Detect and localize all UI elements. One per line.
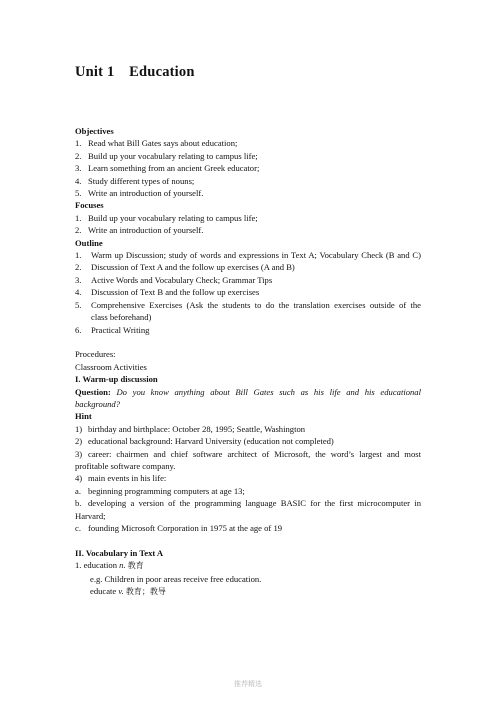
objectives-heading: Objectives (75, 126, 114, 136)
outline-item: 6. Practical Writing (75, 324, 150, 335)
focuses-heading: Focuses (75, 200, 104, 211)
warm-up-heading: I. Warm-up discussion (75, 374, 158, 385)
outline-item: 5. Comprehensive Exercises (Ask the students to do the translation exercises outside of the (75, 299, 421, 310)
hint-subitem: a. beginning programming computers at age 13; (75, 485, 245, 496)
question-label: Question: (75, 386, 111, 397)
vocabulary-heading: II. Vocabulary in Text A (75, 547, 164, 558)
objective-item: 2. Build up your vocabulary relating to campus life; (75, 150, 258, 161)
objective-item: 3. Learn something from an ancient Greek educator; (75, 163, 260, 174)
vocab-example: e.g. Children in poor areas receive free education. (90, 573, 262, 584)
outline-item: 2. Discussion of Text A and the follow up exercises (A and B) (75, 262, 295, 273)
outline-item: 1. Warm up Discussion; study of words and expressions in Text A; Vocabulary Check (B and C) (75, 250, 421, 261)
hint-subitem: c. founding Microsoft Corporation in 1975 at the age of 19 (75, 522, 283, 533)
page-footer-watermark: 推荐精选 (234, 680, 262, 688)
vocab-entry (75, 585, 421, 598)
focus-item: 2. Write an introduction of yourself. (75, 225, 204, 236)
outline-heading: Outline (75, 237, 103, 248)
objective-item: 4. Study different types of nouns; (75, 175, 195, 186)
vocab-word: educate (90, 586, 117, 596)
question-text: Do you know anything about Bill Gates such as his life and his educational (116, 386, 421, 397)
hint-subitem-continued: Harvard; (75, 510, 106, 521)
hint-item: 2) educational background: Harvard University (education not completed) (75, 436, 334, 447)
classroom-activities-heading: Classroom Activities (75, 361, 147, 372)
hint-item-continued: profitable software company. (75, 460, 176, 471)
outline-item: 3. Active Words and Vocabulary Check; Grammar Tips (75, 274, 273, 285)
vocab-entry: 1. education n. 教育 (75, 560, 144, 571)
objective-item: 5. Write an introduction of yourself. (75, 188, 204, 199)
focus-item: 1. Build up your vocabulary relating to campus life; (75, 212, 258, 223)
document-body (75, 125, 421, 598)
procedures-heading: Procedures: (75, 349, 116, 360)
hint-item: 1) birthday and birthplace: October 28, 1995; Seattle, Washington (75, 423, 306, 434)
vocab-pos: n. (119, 560, 126, 571)
question-line (75, 386, 421, 398)
objective-item: 1. Read what Bill Gates says about education; (75, 138, 238, 149)
unit-title: Unit 1 Education (75, 64, 195, 80)
hint-item: 3) career: chairmen and chief software architect of Microsoft, the word’s largest and most (75, 448, 421, 459)
vocab-chinese: 教育 (127, 561, 144, 571)
outline-item: 4. Discussion of Text B and the follow up exercises (75, 287, 260, 298)
hint-subitem: b. developing a version of the programming language BASIC for the first microcomputer in (75, 498, 421, 509)
vocab-pos: v. (118, 586, 124, 596)
hint-heading: Hint (75, 411, 92, 422)
vocab-chinese: 教育；教导 (125, 587, 166, 596)
hint-item: 4) main events in his life: (75, 473, 167, 484)
question-text-continued: background? (75, 398, 121, 409)
vocab-word: education (83, 560, 118, 571)
outline-item-continued: class beforehand) (91, 312, 152, 323)
